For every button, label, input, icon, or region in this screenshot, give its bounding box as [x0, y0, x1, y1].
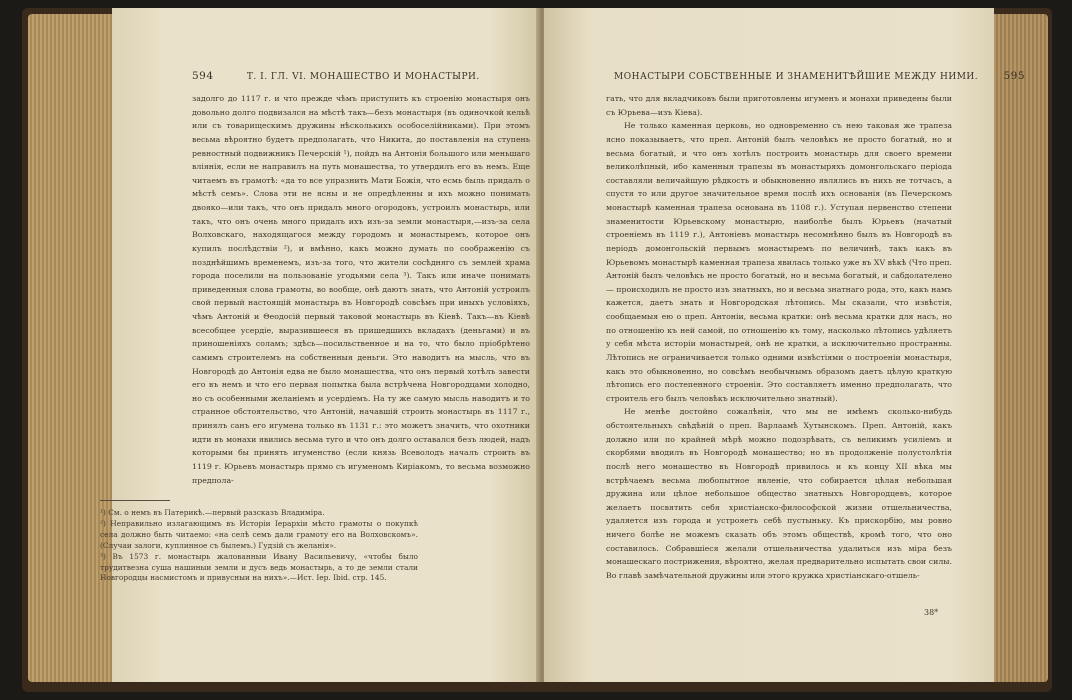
- left-footnotes: [100, 508, 418, 584]
- left-running-head: [192, 70, 480, 82]
- footnote-1: ¹) См. о немъ въ Патерикѣ.—первый разсказъ Владиміра.: [100, 508, 325, 517]
- page-edges-right: [990, 14, 1048, 682]
- footnote-2: ²) Неправильно излагающимъ въ Исторіи Іерархіи мѣсто грамоты о покупкѣ села должно быть читаемо: «на селѣ семъ дали грамоту его на Волховскомъ». (Случаи залоги, куплинное съ былемъ.) Гудзій съ желанія».: [100, 518, 418, 550]
- footnote-3: ³) Въ 1573 г. монастырь жалованныи Ивану Васильевичу, «чтобы было трудитвезна суша нашиныи земли и дусъ ведь монастырь, а то де земли стали Новгородцы насмистомъ и привусныи на нихъ».—Ист. Іер. Ibid. стр. 145.: [100, 551, 418, 583]
- right-page: [544, 8, 1026, 682]
- left-head-title: Т. І. ГЛ. VI. МОНАШЕСТВО И МОНАСТЫРИ.: [246, 72, 480, 82]
- right-body-text: [606, 92, 952, 583]
- left-paragraph: задолго до 1117 г. и что прежде чѣмъ приступить къ строенію монастыря онъ довольно долго подвизался на мѣстѣ такъ—безъ монастыря (въ одиночкой кельѣ или съ товарищескимъ дружины нѣсколькихъ особоселійниками). При этомъ весьма вѣроятно будетъ предполагать, что Никита, до поставленія на ступень ревностный подвижникъ Печерскій ¹), пойдъ на Антонія большого или меньшаго вліянія, если не направилъ на путь монашества, то утвердилъ его въ немъ. Еще читаемъ въ грамотѣ: «да то все упразнить Мати Божія, что есмь быль придалъ о мѣстѣ семъ». Слова эти не ясны и не опредѣленны и ихъ можно понимать двояко—или такъ, что онъ придалъ много огородовъ, устроилъ монастырь, или такъ, что онъ очень много придалъ ихъ изъ-за земли монастыря,—изъ-за села Волховскаго, находящагося между городомъ и монастыремъ, которое онъ купилъ послѣдствіи ²), и вмѣнно, какъ можно думать по соображенію съ позднѣйшимъ временемъ, изъ-за того, что жители сосѣдняго съ землей храма города поселили на пользованіе угодьями села ³). Такъ или иначе понимать приведенныя слова грамоты, во вообще, онѣ даютъ знать, что Антоній устроилъ свой первый настоящій монастырь въ Новгородѣ совсѣмъ при иныхъ условіяхъ, чѣмъ Антоній и Θеодосій первый таковой монастырь въ Кіевѣ. Такъ—въ Кіевѣ всесобщее усердіе, выразившееся въ пришедшихъ вкладахъ (деньгами) и въ приношеніяхъ соламъ; здѣсь—посильственное и на то, что было пріобрѣтено самимъ строителемъ на собственныя деньги. Это наводитъ на мысль, что въ Новгородѣ до Антонія едва не было монашества, что онъ первый хотѣлъ завести его въ немъ и что его первая попытка была встрѣчена Новгородцами холодно, но съ особенными желаніемъ и усердіемъ. На ту же самую мысль наводитъ и то странное обстоятельство, что Антоній, начавшій строить монастырь въ 1117 г., принялъ санъ его игумена только въ 1131 г.: это можетъ значить, что охотники идти въ монахи явились весьма туго и что онъ долго оставался безъ людей, надъ которыми бы принять игуменство (если князь Всеволодъ началъ строить въ 1119 г. Юрьевъ монастырь прямо съ игуменомъ Кирiакомъ, то весьма возможно предпола-: [192, 94, 530, 485]
- right-page-number: 595: [1003, 70, 1026, 82]
- left-page-number: 594: [192, 70, 214, 82]
- left-body-text: [192, 92, 530, 487]
- right-running-head: [614, 70, 1025, 82]
- printer-signature-mark: 38*: [924, 608, 939, 617]
- right-head-title: МОНАСТЫРИ СОБСТВЕННЫЕ И ЗНАМЕНИТѢЙШИЕ МЕЖДУ НИМИ.: [614, 72, 979, 82]
- right-paragraph-3: Не менѣе достойно сожалѣнія, что мы не имѣемъ сколько-нибудь обстоятельныхъ свѣдѣній о преп. Варлаамѣ Хутынскомъ. Преп. Антоній, какъ должно или по крайней мѣрѣ можно подозрѣвать, съ великимъ усиліемъ и скорбями вводилъ въ Новгородѣ монашество; но въ продолженіе полустолѣтія послѣ него монашество въ Новгородѣ привилось и къ концу XII вѣка мы встрѣчаемъ весьма любопытное явленіе, что собирается цѣлая небольшая дружина или цѣлое небольшое общество знатныхъ Новгородцевъ, которое желаетъ посвятить себя христіанско-философской жизни отшельничества, удаляется изъ города и устрояетъ себѣ пустыньку. Къ прискорбію, мы ровно ничего болѣе не можемъ сказать объ этомъ обществѣ, кромѣ того, что оно составилось. Собравшіеся желали отшельничества удалиться изъ міра безъ монашескаго пострижения, вѣроятно, желая предварительно испытать свои силы. Во главѣ замѣчательной дружины или этого кружка христіанскаго-отшель-: [606, 407, 952, 580]
- footnote-rule: [100, 500, 170, 501]
- right-paragraph-2: Не только каменная церковь, но одновременно съ нею таковая же трапеза ясно показываетъ, что преп. Антоній былъ человѣкъ не просто богатый, но и весьма богатый, и что онъ хотѣлъ построить монастырь для своего времени великолѣпный, ибо каменныя трапезы въ монастыряхъ домонгольскаго періода составляли величайшую рѣдкость и обыкновенно являлись въ нихъ не тотчасъ, а спустя то или другое значительное время послѣ ихъ основанія (въ Печерскомъ монастырѣ каменная трапеза основана въ 1108 г.). Уступая первенство степени знаменитости Юрьевскому монастырю, наиболѣе былъ Юрьевъ (начатый строеніемъ въ 1119 г.), Антоніевъ монастырь несомнѣнно былъ въ Новгородѣ въ періодъ домонгольскій первымъ монастыремъ по величинѣ, такъ какъ въ Юрьевомъ монастырѣ каменная трапеза явилась только уже въ XV вѣкѣ (Что преп. Антоній былъ человѣкъ не просто богатый, но и весьма богатый, и сабдолателено — происходилъ не просто изъ знатныхъ, но и весьма знатнаго рода, это, какъ намъ кажется, даетъ знать и Новгородская лѣтопись. Мы сказали, что извѣстія, сообщаемыя ею о преп. Антоніи, весьма кратки: онѣ весьма кратки для насъ, но по отношенію къ ней самой, по отношенію къ тому, насколько лѣтопись удѣляетъ у себя мѣста исторіи монастырей, онѣ не кратки, а исключительно пространны. Лѣтопись не ограничивается только одними извѣстіями о построеніи монастыря, какъ это обыкновенно, но совсѣмъ необычнымъ образомъ даетъ цѣлую краткую лѣтопись его постепенного строенія. Это составляетъ именно предполагать, что строитель его былъ человѣкъ исключительно знатный).: [606, 121, 952, 403]
- right-paragraph-1: гать, что для вкладчиковъ были приготовлены игуменъ и монахи приведены были съ Юрьева—изъ Кіева).: [606, 94, 952, 117]
